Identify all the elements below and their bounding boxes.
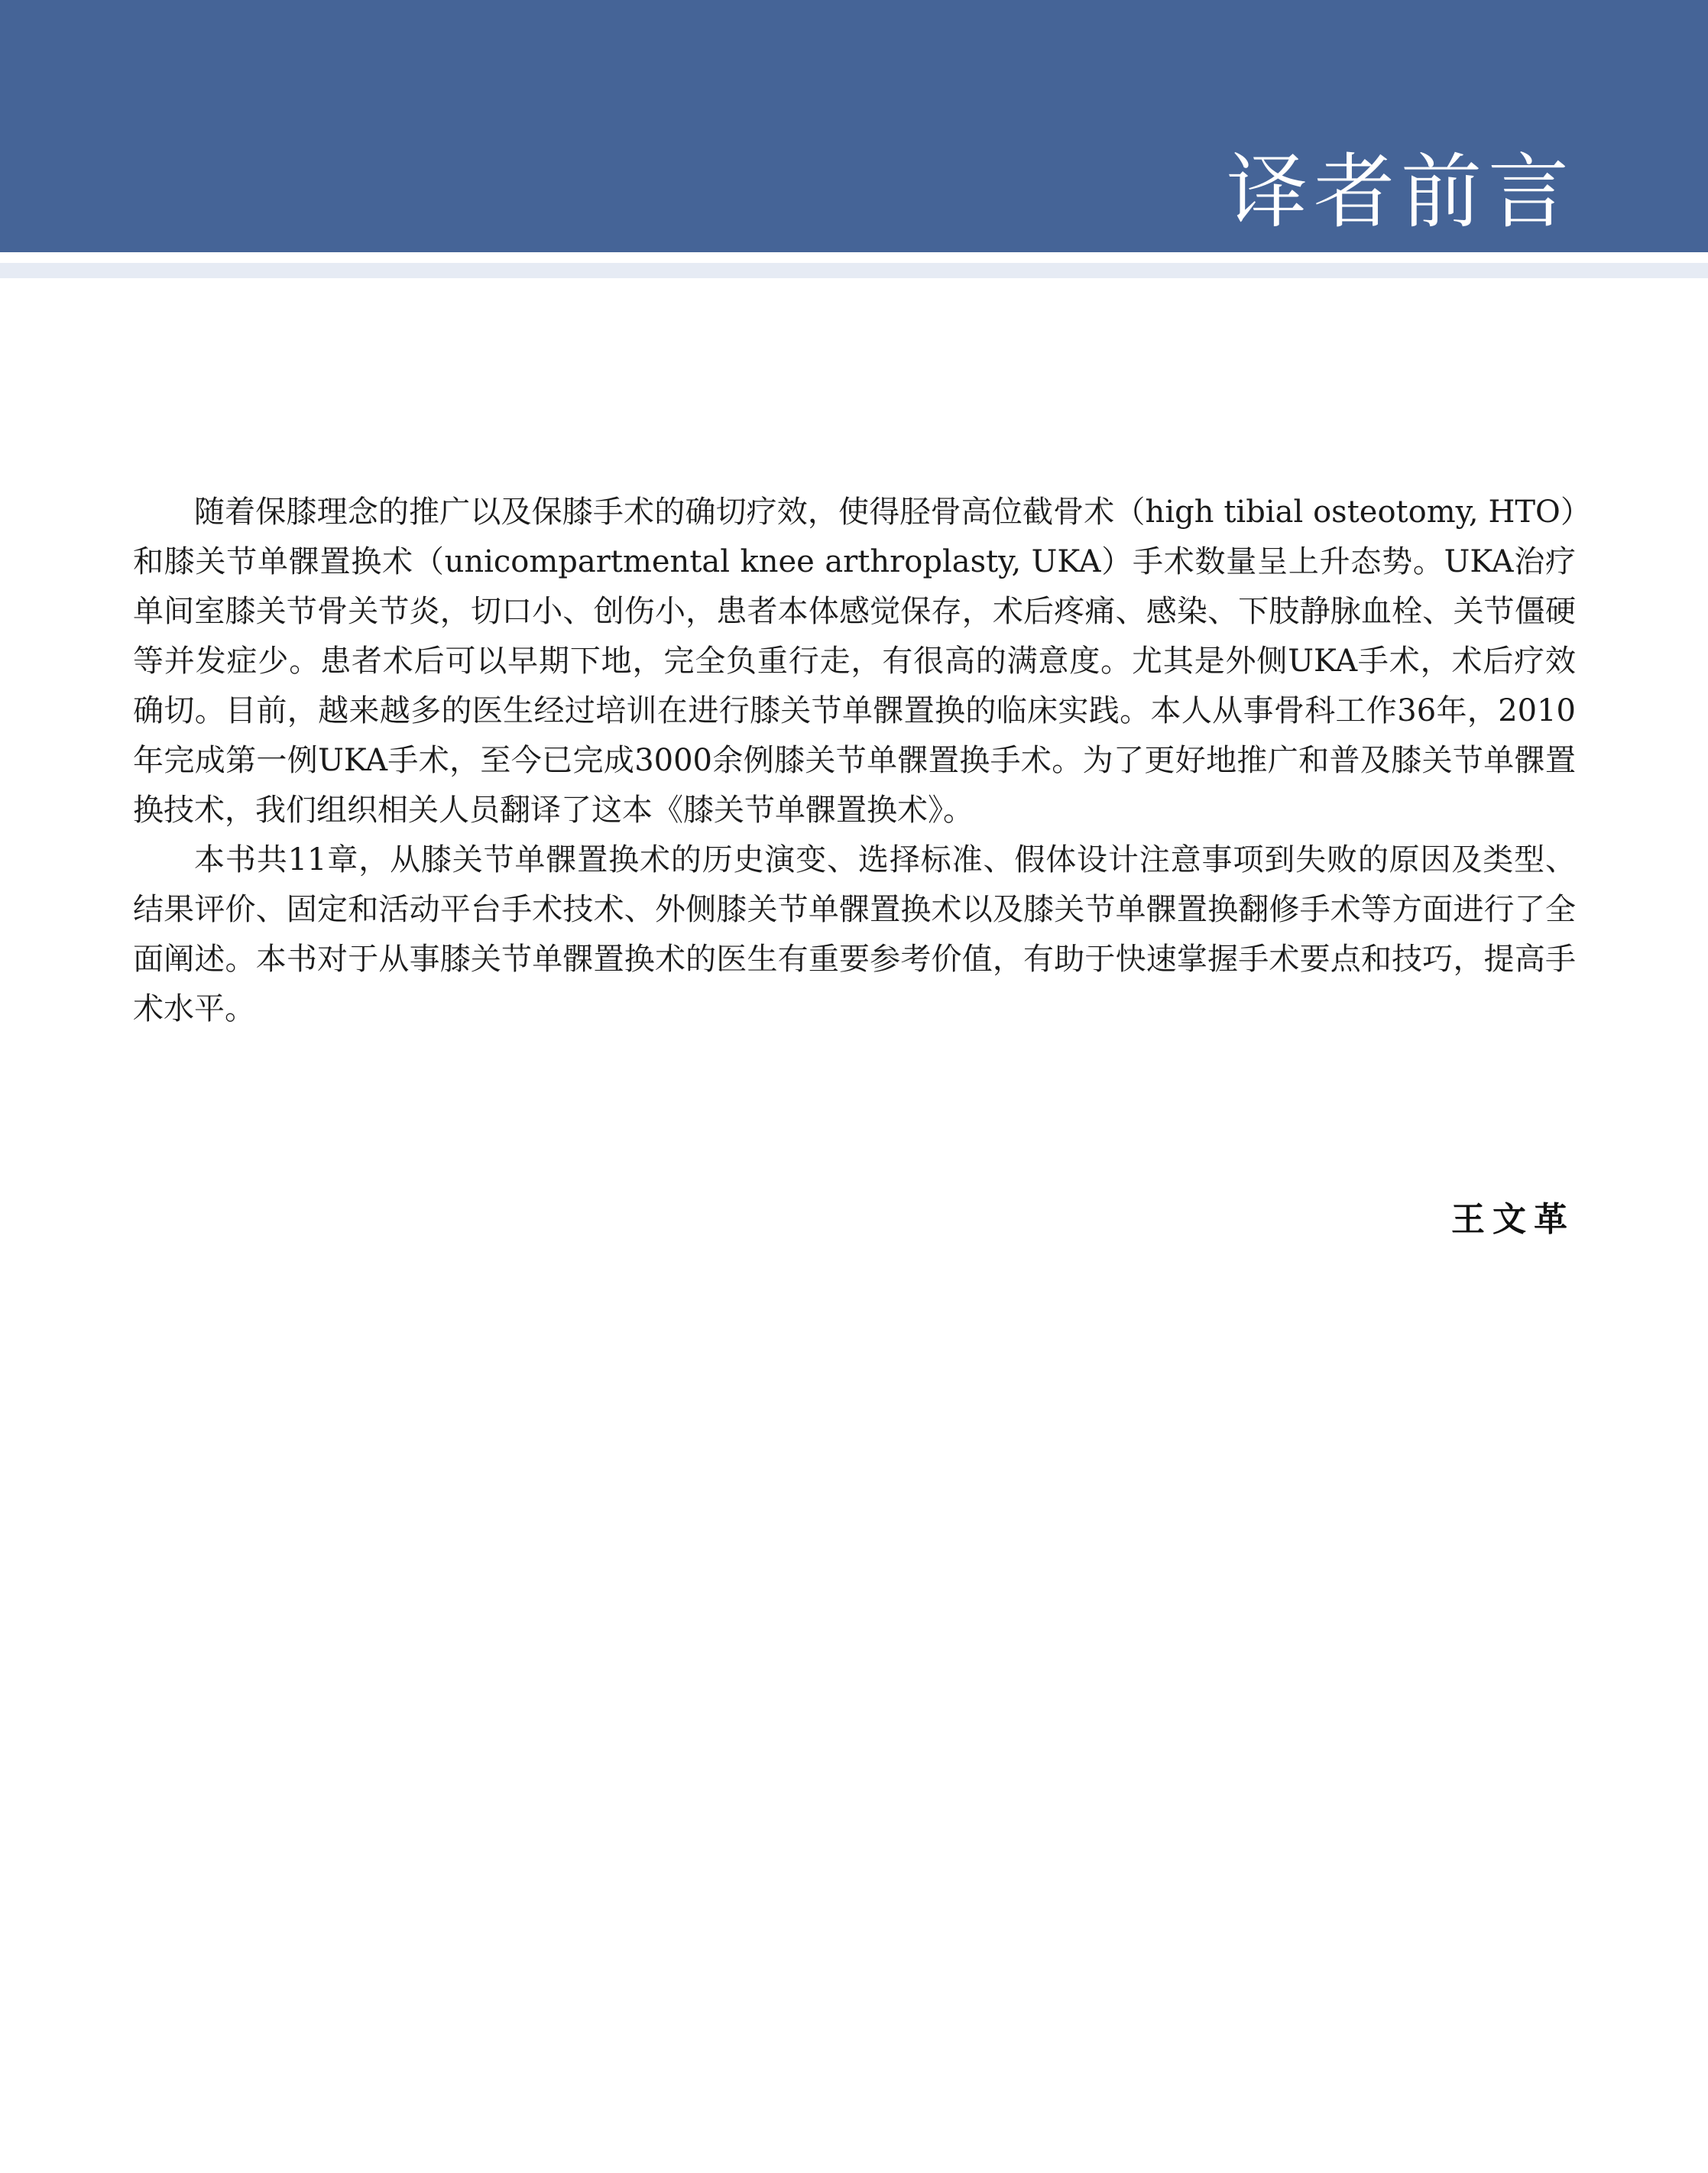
paragraph-2: 本书共11章，从膝关节单髁置换术的历史演变、选择标准、假体设计注意事项到失败的原因及类型、结果评价、固定和活动平台手术技术、外侧膝关节单髁置换术以及膝关节单髁置换翻修手术等方面进行了全面阐述。本书对于从事膝关节单髁置换术的医生有重要参考价值，有助于快速掌握手术要点和技巧，提高手术水平。 <box>133 842 1576 1026</box>
header-stripe <box>0 252 1708 263</box>
page-title: 译者前言 <box>1227 145 1575 239</box>
preface-body <box>133 488 1576 1034</box>
paragraph-1: 随着保膝理念的推广以及保膝手术的确切疗效，使得胫骨高位截骨术（high tibial osteotomy, HTO）和膝关节单髁置换术（unicompartmental knee arthroplasty, UKA）手术数量呈上升态势。UKA治疗单间室膝关节骨关节炎，切口小、创伤小，患者本体感觉保存，术后疼痛、感染、下肢静脉血栓、关节僵硬等并发症少。患者术后可以早期下地，完全负重行走，有很高的满意度。尤其是外侧UKA手术，术后疗效确切。目前，越来越多的医生经过培训在进行膝关节单髁置换的临床实践。本人从事骨科工作36年，2010年完成第一例UKA手术，至今已完成3000余例膝关节单髁置换手术。为了更好地推广和普及膝关节单髁置换技术，我们组织相关人员翻译了这本《膝关节单髁置换术》。 <box>133 495 1576 828</box>
header-underband <box>0 263 1708 278</box>
translator-signature: 王文革 <box>1451 1200 1575 1239</box>
